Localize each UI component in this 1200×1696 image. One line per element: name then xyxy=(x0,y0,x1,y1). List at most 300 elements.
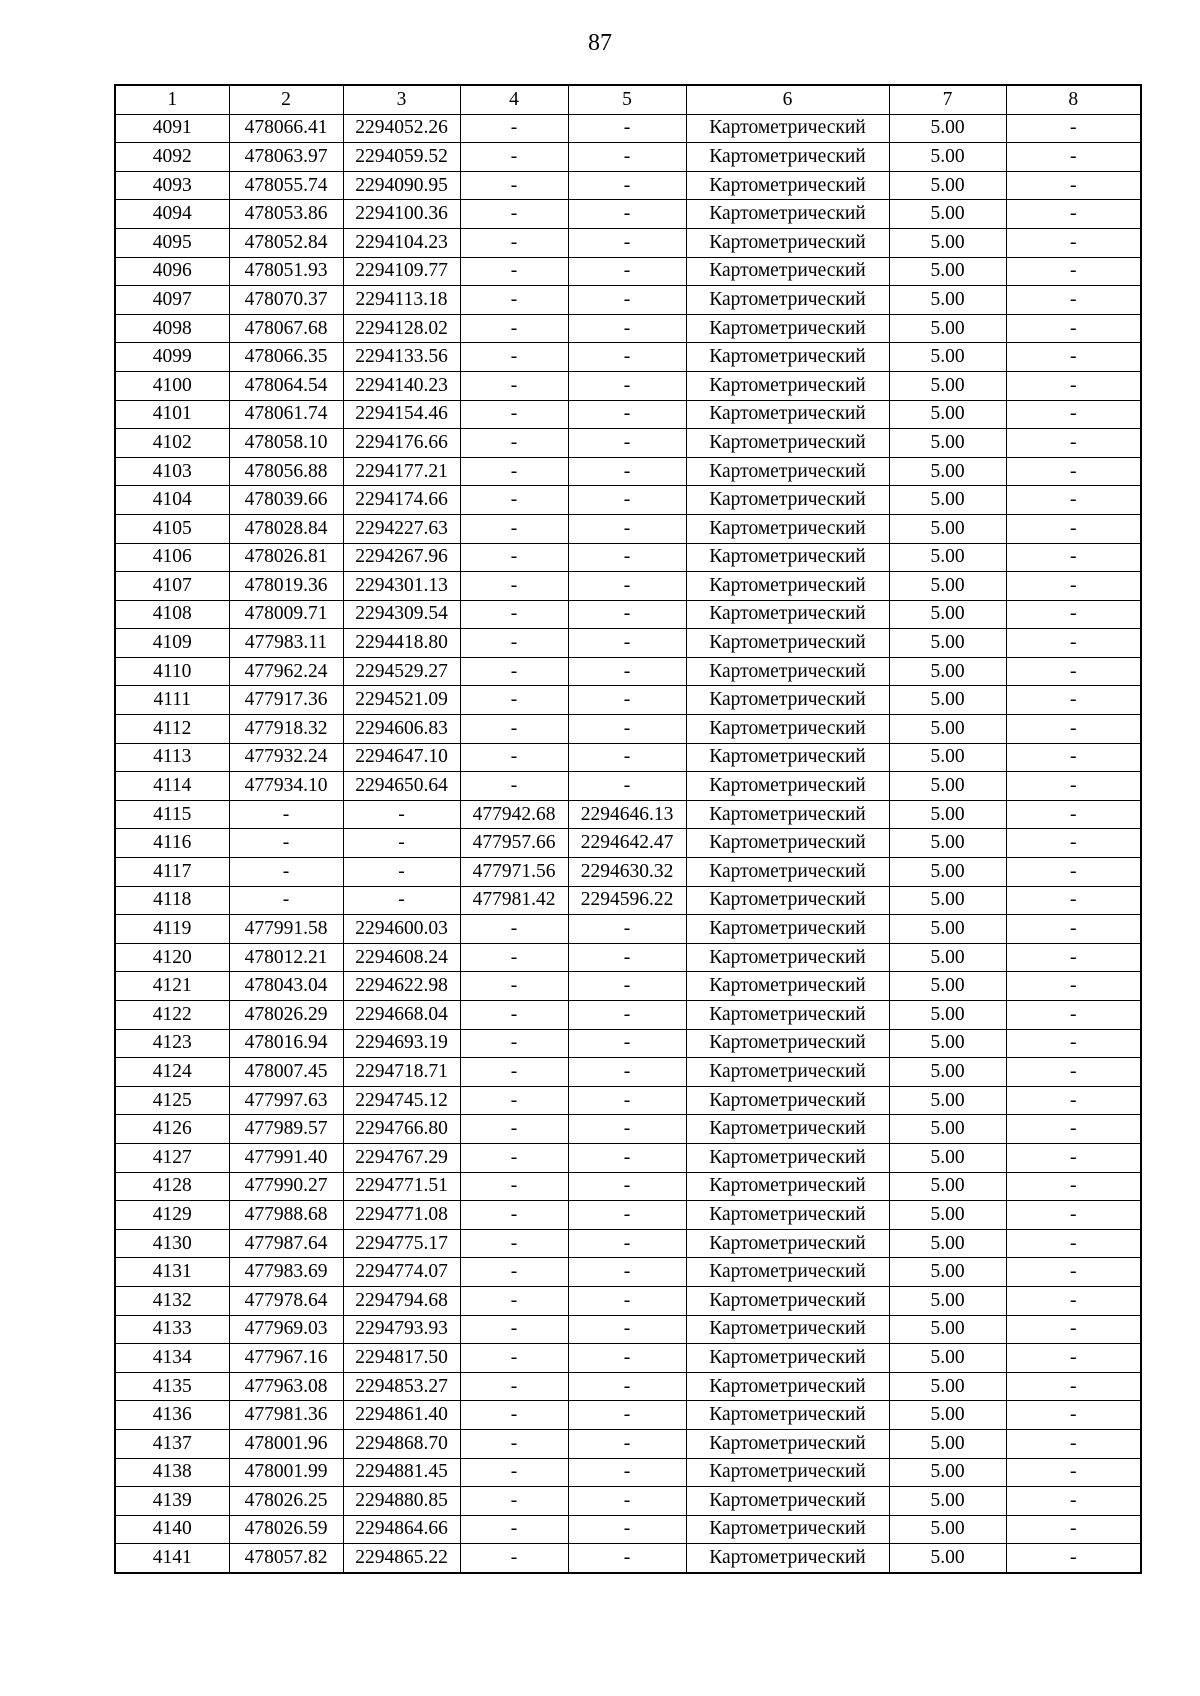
column-header: 1 xyxy=(115,85,229,114)
cell-x-coord: 477962.24 xyxy=(229,657,343,686)
coordinates-table xyxy=(114,84,1142,1574)
cell-accuracy: 5.00 xyxy=(889,429,1006,458)
cell-x-coord: 478026.25 xyxy=(229,1487,343,1516)
cell-x-coord-alt: - xyxy=(460,915,568,944)
cell-accuracy: 5.00 xyxy=(889,343,1006,372)
cell-x-coord-alt: - xyxy=(460,657,568,686)
column-header: 8 xyxy=(1006,85,1141,114)
cell-note: - xyxy=(1006,1515,1141,1544)
cell-y-coord: 2294267.96 xyxy=(343,543,460,572)
cell-accuracy: 5.00 xyxy=(889,915,1006,944)
cell-point-number: 4102 xyxy=(115,429,229,458)
cell-point-number: 4119 xyxy=(115,915,229,944)
cell-point-number: 4134 xyxy=(115,1344,229,1373)
table-row xyxy=(115,600,1141,629)
cell-accuracy: 5.00 xyxy=(889,1286,1006,1315)
cell-point-number: 4100 xyxy=(115,371,229,400)
cell-x-coord-alt: - xyxy=(460,171,568,200)
cell-x-coord-alt: - xyxy=(460,371,568,400)
cell-y-coord-alt: - xyxy=(568,629,686,658)
cell-x-coord: 478001.96 xyxy=(229,1429,343,1458)
cell-point-number: 4091 xyxy=(115,114,229,143)
cell-method: Картометрический xyxy=(686,1058,889,1087)
cell-x-coord: 478053.86 xyxy=(229,200,343,229)
table-row xyxy=(115,314,1141,343)
cell-accuracy: 5.00 xyxy=(889,1172,1006,1201)
cell-x-coord: 477987.64 xyxy=(229,1229,343,1258)
cell-y-coord-alt: 2294630.32 xyxy=(568,858,686,887)
cell-note: - xyxy=(1006,429,1141,458)
cell-note: - xyxy=(1006,572,1141,601)
cell-note: - xyxy=(1006,629,1141,658)
cell-y-coord: 2294608.24 xyxy=(343,943,460,972)
cell-accuracy: 5.00 xyxy=(889,371,1006,400)
cell-note: - xyxy=(1006,943,1141,972)
cell-accuracy: 5.00 xyxy=(889,228,1006,257)
table-row xyxy=(115,1315,1141,1344)
cell-x-coord: - xyxy=(229,800,343,829)
cell-point-number: 4131 xyxy=(115,1258,229,1287)
cell-point-number: 4113 xyxy=(115,743,229,772)
cell-note: - xyxy=(1006,543,1141,572)
cell-method: Картометрический xyxy=(686,572,889,601)
cell-point-number: 4105 xyxy=(115,514,229,543)
cell-x-coord-alt: - xyxy=(460,257,568,286)
cell-y-coord: 2294227.63 xyxy=(343,514,460,543)
cell-y-coord: 2294100.36 xyxy=(343,200,460,229)
table-row xyxy=(115,514,1141,543)
cell-y-coord-alt: - xyxy=(568,1201,686,1230)
cell-y-coord: 2294864.66 xyxy=(343,1515,460,1544)
table-row xyxy=(115,1487,1141,1516)
cell-x-coord: 478007.45 xyxy=(229,1058,343,1087)
cell-method: Картометрический xyxy=(686,1029,889,1058)
cell-y-coord: 2294301.13 xyxy=(343,572,460,601)
cell-point-number: 4108 xyxy=(115,600,229,629)
cell-method: Картометрический xyxy=(686,1515,889,1544)
cell-y-coord: 2294418.80 xyxy=(343,629,460,658)
cell-x-coord: 478052.84 xyxy=(229,228,343,257)
cell-point-number: 4092 xyxy=(115,143,229,172)
cell-y-coord: 2294880.85 xyxy=(343,1487,460,1516)
cell-method: Картометрический xyxy=(686,1429,889,1458)
cell-x-coord: 478026.29 xyxy=(229,1001,343,1030)
cell-method: Картометрический xyxy=(686,800,889,829)
cell-x-coord-alt: - xyxy=(460,486,568,515)
cell-x-coord-alt: - xyxy=(460,1515,568,1544)
cell-note: - xyxy=(1006,1143,1141,1172)
cell-note: - xyxy=(1006,228,1141,257)
cell-x-coord-alt: - xyxy=(460,1201,568,1230)
cell-x-coord-alt: - xyxy=(460,600,568,629)
cell-accuracy: 5.00 xyxy=(889,286,1006,315)
table-row xyxy=(115,1201,1141,1230)
cell-y-coord: 2294668.04 xyxy=(343,1001,460,1030)
cell-y-coord: 2294853.27 xyxy=(343,1372,460,1401)
cell-accuracy: 5.00 xyxy=(889,1058,1006,1087)
cell-y-coord-alt: 2294646.13 xyxy=(568,800,686,829)
cell-point-number: 4124 xyxy=(115,1058,229,1087)
cell-note: - xyxy=(1006,486,1141,515)
cell-x-coord: 478019.36 xyxy=(229,572,343,601)
cell-y-coord-alt: - xyxy=(568,1458,686,1487)
cell-x-coord-alt: - xyxy=(460,143,568,172)
cell-accuracy: 5.00 xyxy=(889,743,1006,772)
table-row xyxy=(115,1286,1141,1315)
column-header: 5 xyxy=(568,85,686,114)
cell-y-coord: 2294693.19 xyxy=(343,1029,460,1058)
cell-accuracy: 5.00 xyxy=(889,514,1006,543)
column-header: 6 xyxy=(686,85,889,114)
cell-x-coord: 478039.66 xyxy=(229,486,343,515)
cell-x-coord-alt: - xyxy=(460,543,568,572)
table-row xyxy=(115,1544,1141,1573)
cell-x-coord: 478028.84 xyxy=(229,514,343,543)
cell-accuracy: 5.00 xyxy=(889,1086,1006,1115)
cell-method: Картометрический xyxy=(686,886,889,915)
cell-note: - xyxy=(1006,1086,1141,1115)
cell-method: Картометрический xyxy=(686,171,889,200)
table-row xyxy=(115,829,1141,858)
cell-point-number: 4128 xyxy=(115,1172,229,1201)
cell-method: Картометрический xyxy=(686,629,889,658)
cell-y-coord: 2294109.77 xyxy=(343,257,460,286)
cell-x-coord: 477978.64 xyxy=(229,1286,343,1315)
cell-y-coord-alt: - xyxy=(568,1401,686,1430)
cell-y-coord: 2294794.68 xyxy=(343,1286,460,1315)
cell-accuracy: 5.00 xyxy=(889,257,1006,286)
cell-x-coord: 477918.32 xyxy=(229,715,343,744)
cell-x-coord: 478070.37 xyxy=(229,286,343,315)
cell-note: - xyxy=(1006,343,1141,372)
cell-y-coord-alt: - xyxy=(568,1029,686,1058)
cell-y-coord-alt: - xyxy=(568,457,686,486)
cell-y-coord: 2294775.17 xyxy=(343,1229,460,1258)
cell-point-number: 4095 xyxy=(115,228,229,257)
cell-x-coord: 477997.63 xyxy=(229,1086,343,1115)
cell-accuracy: 5.00 xyxy=(889,1229,1006,1258)
cell-method: Картометрический xyxy=(686,314,889,343)
table-row xyxy=(115,1115,1141,1144)
cell-point-number: 4094 xyxy=(115,200,229,229)
cell-point-number: 4116 xyxy=(115,829,229,858)
cell-note: - xyxy=(1006,1258,1141,1287)
table-row xyxy=(115,1172,1141,1201)
table-row xyxy=(115,371,1141,400)
cell-note: - xyxy=(1006,1058,1141,1087)
cell-accuracy: 5.00 xyxy=(889,1258,1006,1287)
cell-y-coord-alt: - xyxy=(568,1286,686,1315)
table-row xyxy=(115,572,1141,601)
table-row xyxy=(115,1429,1141,1458)
cell-x-coord: - xyxy=(229,886,343,915)
cell-accuracy: 5.00 xyxy=(889,686,1006,715)
table-row xyxy=(115,400,1141,429)
cell-x-coord: 478067.68 xyxy=(229,314,343,343)
cell-y-coord-alt: - xyxy=(568,943,686,972)
cell-y-coord-alt: - xyxy=(568,1515,686,1544)
cell-x-coord: 478055.74 xyxy=(229,171,343,200)
cell-y-coord: 2294745.12 xyxy=(343,1086,460,1115)
cell-method: Картометрический xyxy=(686,858,889,887)
cell-method: Картометрический xyxy=(686,1115,889,1144)
cell-y-coord-alt: - xyxy=(568,572,686,601)
cell-point-number: 4111 xyxy=(115,686,229,715)
cell-y-coord: - xyxy=(343,858,460,887)
cell-method: Картометрический xyxy=(686,486,889,515)
cell-y-coord-alt: - xyxy=(568,1372,686,1401)
cell-y-coord-alt: - xyxy=(568,543,686,572)
cell-y-coord-alt: - xyxy=(568,114,686,143)
table-row xyxy=(115,228,1141,257)
cell-note: - xyxy=(1006,257,1141,286)
page-number: 87 xyxy=(588,30,612,56)
table-row xyxy=(115,343,1141,372)
cell-y-coord-alt: - xyxy=(568,371,686,400)
cell-point-number: 4110 xyxy=(115,657,229,686)
cell-y-coord: 2294309.54 xyxy=(343,600,460,629)
cell-method: Картометрический xyxy=(686,1258,889,1287)
cell-y-coord-alt: - xyxy=(568,143,686,172)
cell-x-coord-alt: - xyxy=(460,429,568,458)
cell-accuracy: 5.00 xyxy=(889,457,1006,486)
cell-method: Картометрический xyxy=(686,457,889,486)
cell-point-number: 4136 xyxy=(115,1401,229,1430)
cell-accuracy: 5.00 xyxy=(889,715,1006,744)
cell-accuracy: 5.00 xyxy=(889,1544,1006,1573)
cell-x-coord: 477932.24 xyxy=(229,743,343,772)
cell-method: Картометрический xyxy=(686,915,889,944)
cell-point-number: 4130 xyxy=(115,1229,229,1258)
cell-x-coord-alt: - xyxy=(460,715,568,744)
cell-x-coord-alt: - xyxy=(460,1487,568,1516)
cell-y-coord-alt: - xyxy=(568,1429,686,1458)
cell-point-number: 4138 xyxy=(115,1458,229,1487)
cell-x-coord-alt: - xyxy=(460,1029,568,1058)
cell-method: Картометрический xyxy=(686,343,889,372)
cell-y-coord-alt: - xyxy=(568,1086,686,1115)
cell-method: Картометрический xyxy=(686,1315,889,1344)
cell-point-number: 4104 xyxy=(115,486,229,515)
cell-x-coord: 478026.59 xyxy=(229,1515,343,1544)
table-row xyxy=(115,715,1141,744)
cell-x-coord-alt: - xyxy=(460,743,568,772)
cell-x-coord: 477988.68 xyxy=(229,1201,343,1230)
cell-y-coord: 2294606.83 xyxy=(343,715,460,744)
cell-x-coord-alt: - xyxy=(460,1258,568,1287)
cell-note: - xyxy=(1006,1029,1141,1058)
cell-x-coord-alt: - xyxy=(460,457,568,486)
cell-note: - xyxy=(1006,686,1141,715)
cell-accuracy: 5.00 xyxy=(889,972,1006,1001)
cell-x-coord-alt: - xyxy=(460,686,568,715)
cell-point-number: 4120 xyxy=(115,943,229,972)
cell-accuracy: 5.00 xyxy=(889,1372,1006,1401)
cell-x-coord-alt: - xyxy=(460,1172,568,1201)
cell-method: Картометрический xyxy=(686,143,889,172)
cell-method: Картометрический xyxy=(686,543,889,572)
table-row xyxy=(115,1372,1141,1401)
table-header-row xyxy=(115,85,1141,114)
cell-y-coord: 2294771.51 xyxy=(343,1172,460,1201)
cell-method: Картометрический xyxy=(686,829,889,858)
cell-y-coord-alt: - xyxy=(568,286,686,315)
table-row xyxy=(115,743,1141,772)
cell-note: - xyxy=(1006,1201,1141,1230)
cell-method: Картометрический xyxy=(686,286,889,315)
cell-x-coord-alt: 477981.42 xyxy=(460,886,568,915)
cell-x-coord-alt: - xyxy=(460,1086,568,1115)
cell-x-coord-alt: - xyxy=(460,400,568,429)
cell-x-coord-alt: - xyxy=(460,514,568,543)
cell-x-coord: 478043.04 xyxy=(229,972,343,1001)
cell-note: - xyxy=(1006,829,1141,858)
cell-accuracy: 5.00 xyxy=(889,400,1006,429)
cell-point-number: 4127 xyxy=(115,1143,229,1172)
cell-method: Картометрический xyxy=(686,1344,889,1373)
cell-point-number: 4135 xyxy=(115,1372,229,1401)
cell-y-coord-alt: - xyxy=(568,657,686,686)
cell-point-number: 4133 xyxy=(115,1315,229,1344)
cell-method: Картометрический xyxy=(686,972,889,1001)
cell-note: - xyxy=(1006,1001,1141,1030)
cell-x-coord: 477991.58 xyxy=(229,915,343,944)
cell-point-number: 4118 xyxy=(115,886,229,915)
cell-point-number: 4137 xyxy=(115,1429,229,1458)
cell-y-coord: 2294817.50 xyxy=(343,1344,460,1373)
cell-y-coord-alt: - xyxy=(568,343,686,372)
cell-y-coord: 2294881.45 xyxy=(343,1458,460,1487)
cell-method: Картометрический xyxy=(686,429,889,458)
cell-accuracy: 5.00 xyxy=(889,1315,1006,1344)
table-row xyxy=(115,1258,1141,1287)
cell-point-number: 4115 xyxy=(115,800,229,829)
table-row xyxy=(115,200,1141,229)
cell-accuracy: 5.00 xyxy=(889,1515,1006,1544)
table-body xyxy=(115,114,1141,1573)
cell-x-coord: 477983.69 xyxy=(229,1258,343,1287)
cell-x-coord-alt: - xyxy=(460,1115,568,1144)
cell-x-coord-alt: - xyxy=(460,1372,568,1401)
cell-y-coord: - xyxy=(343,829,460,858)
table-row xyxy=(115,1458,1141,1487)
cell-x-coord: 477967.16 xyxy=(229,1344,343,1373)
cell-y-coord-alt: - xyxy=(568,743,686,772)
table-row xyxy=(115,171,1141,200)
cell-y-coord-alt: - xyxy=(568,915,686,944)
cell-point-number: 4139 xyxy=(115,1487,229,1516)
table-row xyxy=(115,886,1141,915)
cell-x-coord-alt: - xyxy=(460,200,568,229)
cell-note: - xyxy=(1006,286,1141,315)
cell-x-coord: 477981.36 xyxy=(229,1401,343,1430)
cell-x-coord-alt: - xyxy=(460,1143,568,1172)
cell-x-coord: 477983.11 xyxy=(229,629,343,658)
cell-point-number: 4122 xyxy=(115,1001,229,1030)
cell-point-number: 4125 xyxy=(115,1086,229,1115)
table-row xyxy=(115,1058,1141,1087)
cell-note: - xyxy=(1006,514,1141,543)
cell-y-coord-alt: 2294642.47 xyxy=(568,829,686,858)
cell-y-coord: 2294154.46 xyxy=(343,400,460,429)
cell-x-coord: 477990.27 xyxy=(229,1172,343,1201)
cell-y-coord: 2294861.40 xyxy=(343,1401,460,1430)
cell-accuracy: 5.00 xyxy=(889,858,1006,887)
cell-x-coord-alt: - xyxy=(460,314,568,343)
cell-point-number: 4132 xyxy=(115,1286,229,1315)
cell-y-coord: 2294176.66 xyxy=(343,429,460,458)
table-row xyxy=(115,1401,1141,1430)
column-header: 3 xyxy=(343,85,460,114)
cell-x-coord: 477989.57 xyxy=(229,1115,343,1144)
cell-method: Картометрический xyxy=(686,600,889,629)
cell-accuracy: 5.00 xyxy=(889,543,1006,572)
cell-method: Картометрический xyxy=(686,657,889,686)
cell-y-coord-alt: - xyxy=(568,1143,686,1172)
cell-accuracy: 5.00 xyxy=(889,114,1006,143)
cell-y-coord-alt: - xyxy=(568,772,686,801)
table-row xyxy=(115,657,1141,686)
cell-x-coord: 478066.41 xyxy=(229,114,343,143)
cell-y-coord: 2294128.02 xyxy=(343,314,460,343)
cell-method: Картометрический xyxy=(686,1458,889,1487)
cell-y-coord-alt: - xyxy=(568,715,686,744)
column-header: 2 xyxy=(229,85,343,114)
cell-x-coord: 478057.82 xyxy=(229,1544,343,1573)
cell-x-coord-alt: - xyxy=(460,972,568,1001)
cell-point-number: 4101 xyxy=(115,400,229,429)
cell-method: Картометрический xyxy=(686,943,889,972)
cell-point-number: 4126 xyxy=(115,1115,229,1144)
cell-y-coord: 2294052.26 xyxy=(343,114,460,143)
cell-note: - xyxy=(1006,600,1141,629)
cell-x-coord: 478026.81 xyxy=(229,543,343,572)
cell-note: - xyxy=(1006,1229,1141,1258)
cell-point-number: 4098 xyxy=(115,314,229,343)
cell-y-coord: 2294793.93 xyxy=(343,1315,460,1344)
cell-note: - xyxy=(1006,1344,1141,1373)
cell-accuracy: 5.00 xyxy=(889,1001,1006,1030)
cell-method: Картометрический xyxy=(686,514,889,543)
cell-note: - xyxy=(1006,400,1141,429)
table-row xyxy=(115,257,1141,286)
cell-point-number: 4099 xyxy=(115,343,229,372)
cell-y-coord-alt: - xyxy=(568,257,686,286)
cell-y-coord: 2294529.27 xyxy=(343,657,460,686)
cell-y-coord: 2294622.98 xyxy=(343,972,460,1001)
cell-accuracy: 5.00 xyxy=(889,1458,1006,1487)
cell-x-coord-alt: - xyxy=(460,1058,568,1087)
cell-y-coord-alt: - xyxy=(568,200,686,229)
cell-note: - xyxy=(1006,858,1141,887)
table-row xyxy=(115,629,1141,658)
cell-y-coord-alt: - xyxy=(568,1344,686,1373)
cell-method: Картометрический xyxy=(686,1086,889,1115)
table-row xyxy=(115,943,1141,972)
cell-note: - xyxy=(1006,915,1141,944)
cell-note: - xyxy=(1006,886,1141,915)
cell-x-coord-alt: - xyxy=(460,1429,568,1458)
cell-point-number: 4106 xyxy=(115,543,229,572)
cell-method: Картометрический xyxy=(686,1487,889,1516)
cell-method: Картометрический xyxy=(686,1229,889,1258)
cell-note: - xyxy=(1006,371,1141,400)
cell-y-coord: 2294767.29 xyxy=(343,1143,460,1172)
cell-y-coord-alt: - xyxy=(568,1229,686,1258)
cell-accuracy: 5.00 xyxy=(889,200,1006,229)
table-row xyxy=(115,457,1141,486)
cell-method: Картометрический xyxy=(686,400,889,429)
